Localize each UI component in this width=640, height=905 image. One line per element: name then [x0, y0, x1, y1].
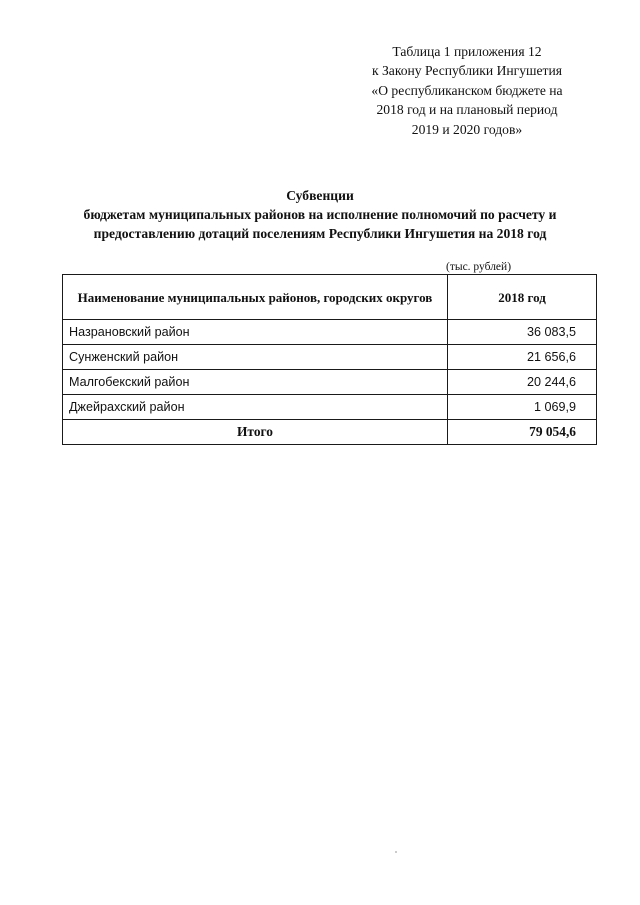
table-row — [63, 345, 597, 370]
district-name: Джейрахский район — [63, 395, 448, 420]
units-note: (тыс. рублей) — [446, 261, 512, 273]
document-title — [40, 186, 600, 243]
appendix-line: 2018 год и на плановый период — [376, 102, 558, 118]
district-value: 1 069,9 — [448, 395, 597, 420]
district-value: 21 656,6 — [448, 345, 597, 370]
appendix-line: «О республиканском бюджете на — [371, 82, 563, 98]
table-row — [63, 395, 597, 420]
district-value: 36 083,5 — [448, 320, 597, 345]
table-row — [63, 320, 597, 345]
district-name: Назрановский район — [63, 320, 448, 345]
district-value: 20 244,6 — [448, 370, 597, 395]
total-row — [63, 420, 597, 445]
appendix-line: Таблица 1 приложения 12 — [392, 44, 542, 59]
total-label: Итого — [63, 420, 448, 445]
district-name: Сунженский район — [63, 345, 448, 370]
scan-speck — [395, 851, 397, 853]
district-name: Малгобекский район — [63, 370, 448, 395]
subventions-table — [62, 274, 597, 445]
title-line-2: бюджетам муниципальных районов на исполнение полномочий по расчету и — [83, 207, 557, 222]
column-header-name: Наименование муниципальных районов, городских округов — [63, 275, 448, 320]
table-row — [63, 370, 597, 395]
appendix-line: 2019 и 2020 годов» — [411, 121, 523, 137]
total-value: 79 054,6 — [448, 420, 597, 445]
title-line-3: предоставлению дотаций поселениям Республики Ингушетия на 2018 год — [93, 226, 547, 241]
appendix-line: к Закону Республики Ингушетия — [371, 63, 563, 79]
table-header-row — [63, 275, 597, 320]
title-line-1: Субвенции — [286, 188, 354, 203]
column-header-year: 2018 год — [448, 275, 597, 320]
appendix-reference — [336, 42, 598, 139]
